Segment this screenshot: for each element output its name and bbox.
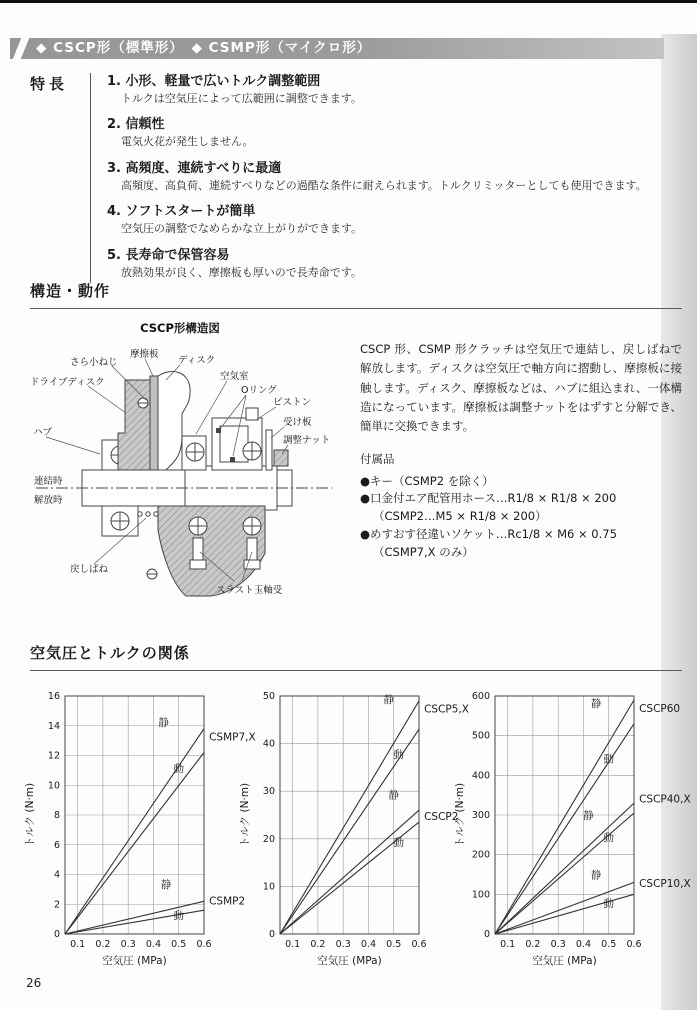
diagram-label-engaged: 連結時 (34, 476, 63, 487)
svg-text:20: 20 (262, 833, 275, 845)
structure-description: CSCP 形、CSMP 形クラッチは空気圧で連結し、戻しばねで解放します。ディスクは空気圧で軸方向に摺動し、摩擦板に接触します。ディスク、摩擦板などは、ハブに組込まれ、一体構造になっています。摩擦板は調整ナットをはずすと分解でき、簡単に交換できます。 (360, 342, 682, 434)
svg-text:トルク (N·m): トルク (N·m) (454, 782, 466, 848)
diagram-label-friction-plate: 摩擦板 (130, 349, 159, 360)
accessory-text: （CSMP2…M5 × R1/8 × 200） (373, 509, 547, 524)
piston-bolt (246, 408, 258, 420)
scan-top-edge (0, 0, 697, 3)
feature-item (107, 244, 682, 280)
svg-text:動: 動 (393, 748, 405, 761)
svg-text:動: 動 (603, 831, 614, 844)
svg-text:10: 10 (262, 881, 275, 893)
svg-text:500: 500 (471, 730, 490, 742)
svg-text:静: 静 (590, 869, 602, 882)
accessory-text: ●口金付エア配管用ホース…R1/8 × R1/8 × 200 (360, 491, 617, 506)
svg-text:動: 動 (173, 910, 184, 923)
svg-text:0.2: 0.2 (95, 939, 111, 950)
thrust-bolt-head (190, 560, 206, 569)
diagram-label-disk: ディスク (178, 355, 216, 366)
svg-text:動: 動 (603, 898, 614, 910)
page-number: 26 (26, 976, 42, 990)
accessory-item (360, 473, 682, 491)
diagram-label-adjust-nut: 調整ナット (283, 435, 331, 446)
diagram-label-drive-disk: ドライブディスク (30, 377, 105, 388)
svg-text:6: 6 (53, 839, 60, 851)
accessory-text: ●キー（CSMP2 を除く） (360, 473, 494, 488)
svg-text:0.3: 0.3 (335, 939, 351, 950)
svg-text:CSMP2: CSMP2 (209, 895, 246, 908)
diagram-label-hub: ハブ (33, 427, 53, 438)
accessory-text: ●めすおす径違いソケット…Rc1/8 × M6 × 0.75 (360, 527, 617, 541)
feature-title: 1. 小形、軽量で広いトルク調整範囲 (107, 74, 321, 89)
svg-text:CSCP2: CSCP2 (424, 810, 459, 823)
feature-body: 放熱効果が良く、摩擦板も厚いので長寿命です。 (121, 265, 362, 279)
torque-chart-csmp (21, 688, 256, 980)
svg-text:10: 10 (47, 780, 60, 792)
feature-title: 5. 長寿命で保管容易 (107, 247, 230, 263)
svg-text:400: 400 (471, 770, 490, 782)
accessory-item (360, 526, 682, 562)
feature-title: 2. 信頼性 (107, 117, 165, 133)
svg-text:16: 16 (47, 691, 60, 702)
torque-chart-cscp-large (451, 688, 691, 980)
svg-text:2: 2 (53, 899, 60, 911)
receiving-plate-part (266, 430, 272, 470)
svg-text:空気圧 (MPa): 空気圧 (MPa) (317, 955, 382, 967)
diagram-svg (30, 318, 352, 620)
diagram-label-return-spring: 戻しばね (70, 564, 109, 575)
thrust-bolt (193, 538, 203, 560)
chart-svg (451, 688, 691, 980)
piston-inner (220, 426, 248, 462)
svg-text:動: 動 (603, 753, 614, 766)
svg-text:空気圧 (MPa): 空気圧 (MPa) (102, 955, 167, 967)
svg-text:トルク (N·m): トルク (N·m) (24, 782, 36, 848)
svg-text:動: 動 (393, 836, 405, 849)
diagram-label-released: 解放時 (34, 495, 63, 506)
accessories-heading: 付属品 (360, 451, 395, 466)
torque-charts-row (21, 688, 691, 980)
torque-chart-cscp-small (236, 688, 469, 980)
accessories-list (360, 451, 682, 562)
features-section (30, 70, 682, 287)
accessory-item (360, 490, 682, 526)
feature-title: 3. 高頻度、連続すべりに最適 (107, 160, 282, 176)
svg-text:0.6: 0.6 (196, 939, 212, 950)
features-heading: 特長 (30, 75, 69, 93)
feature-body: トルクは空気圧によって広範囲に調整できます。 (121, 92, 362, 105)
feature-item (107, 157, 682, 193)
svg-text:0.6: 0.6 (411, 939, 427, 950)
diagram-label-thrust-bearing: スラスト玉軸受 (216, 585, 283, 596)
svg-text:0.4: 0.4 (360, 939, 377, 950)
feature-body: 高頻度、高負荷、連続すべりなどの過酷な条件に耐えられます。トルクリミッターとしても使用できます。 (121, 178, 647, 192)
feature-title: 4. ソフトスタートが簡単 (107, 204, 256, 220)
svg-text:CSMP7,X: CSMP7,X (209, 731, 256, 744)
adjust-nut-part (274, 450, 288, 466)
o-ring-part (230, 457, 235, 462)
leader-line (46, 437, 100, 454)
svg-text:CSCP40,X: CSCP40,X (639, 793, 691, 806)
diagram-label-o-ring: Oリング (241, 385, 277, 396)
svg-text:0.1: 0.1 (285, 939, 301, 950)
feature-item (107, 200, 682, 236)
clutch-cross-section-diagram (30, 318, 352, 624)
diagram-label-air-chamber: 空気室 (220, 371, 249, 382)
header-notch (13, 38, 29, 59)
svg-text:静: 静 (160, 878, 172, 891)
svg-text:静: 静 (383, 694, 394, 707)
chart-svg (236, 688, 469, 980)
svg-text:空気圧 (MPa): 空気圧 (MPa) (532, 955, 597, 967)
svg-text:0.1: 0.1 (70, 939, 86, 950)
svg-text:CSCP10,X: CSCP10,X (639, 878, 691, 891)
features-list (91, 70, 682, 287)
structure-section (30, 318, 682, 624)
svg-text:4: 4 (53, 869, 60, 881)
svg-text:8: 8 (53, 810, 60, 821)
svg-text:静: 静 (590, 698, 602, 711)
svg-text:動: 動 (173, 762, 184, 775)
diagram-title: CSCP形構造図 (140, 321, 220, 335)
spring-hole (146, 512, 150, 516)
svg-text:0.4: 0.4 (145, 939, 162, 950)
spring-hole (138, 512, 142, 516)
svg-text:静: 静 (388, 789, 399, 802)
svg-text:0: 0 (483, 929, 490, 940)
svg-text:600: 600 (471, 691, 490, 702)
svg-text:CSCP60: CSCP60 (639, 702, 681, 715)
svg-text:0.5: 0.5 (171, 939, 187, 950)
accessory-text: （CSMP7,X のみ） (373, 544, 474, 559)
svg-text:0.6: 0.6 (626, 939, 642, 950)
thrust-bolt (247, 538, 257, 560)
svg-text:0.3: 0.3 (550, 939, 566, 950)
svg-text:0.4: 0.4 (575, 939, 592, 950)
svg-text:0: 0 (268, 929, 275, 940)
structure-description-column (352, 318, 682, 624)
svg-text:静: 静 (583, 810, 594, 822)
friction-plate-part (150, 376, 158, 470)
svg-text:300: 300 (471, 810, 490, 821)
leader-line (145, 359, 153, 376)
model-header-title: ◆ CSCP形（標準形） ◆ CSMP形（マイクロ形） (36, 40, 372, 56)
model-header-bar (10, 38, 664, 59)
svg-text:0.1: 0.1 (500, 939, 516, 950)
svg-text:30: 30 (262, 786, 275, 798)
svg-text:0.5: 0.5 (386, 939, 402, 950)
diagram-label-receiving-plate: 受け板 (283, 417, 312, 428)
svg-text:14: 14 (47, 720, 60, 732)
leader-line (256, 407, 276, 420)
svg-text:0.2: 0.2 (525, 939, 541, 950)
svg-text:12: 12 (47, 750, 60, 762)
feature-body: 電気火花が発生しません。 (121, 135, 254, 149)
svg-text:100: 100 (471, 889, 490, 901)
svg-text:CSCP5,X: CSCP5,X (424, 703, 469, 716)
feature-body: 空気圧の調整でなめらかな立上がりができます。 (121, 222, 363, 236)
feature-item (107, 70, 682, 106)
charts-section-heading: 空気圧とトルクの関係 (30, 642, 682, 671)
svg-text:静: 静 (158, 716, 169, 729)
feature-item (107, 113, 682, 149)
diagram-label-countersunk-screw: さら小ねじ (70, 357, 118, 368)
svg-text:0.2: 0.2 (310, 939, 326, 950)
svg-text:0: 0 (53, 929, 60, 940)
svg-text:40: 40 (262, 738, 275, 750)
svg-text:0.3: 0.3 (120, 939, 136, 950)
chart-svg (21, 688, 256, 980)
diagram-label-piston: ピストン (273, 397, 312, 408)
svg-text:50: 50 (262, 691, 275, 702)
svg-text:0.5: 0.5 (601, 939, 617, 950)
svg-text:200: 200 (471, 849, 490, 861)
leader-line (88, 386, 126, 413)
structure-section-heading: 構造・動作 (30, 280, 682, 309)
svg-text:トルク (N·m): トルク (N·m) (239, 782, 251, 848)
